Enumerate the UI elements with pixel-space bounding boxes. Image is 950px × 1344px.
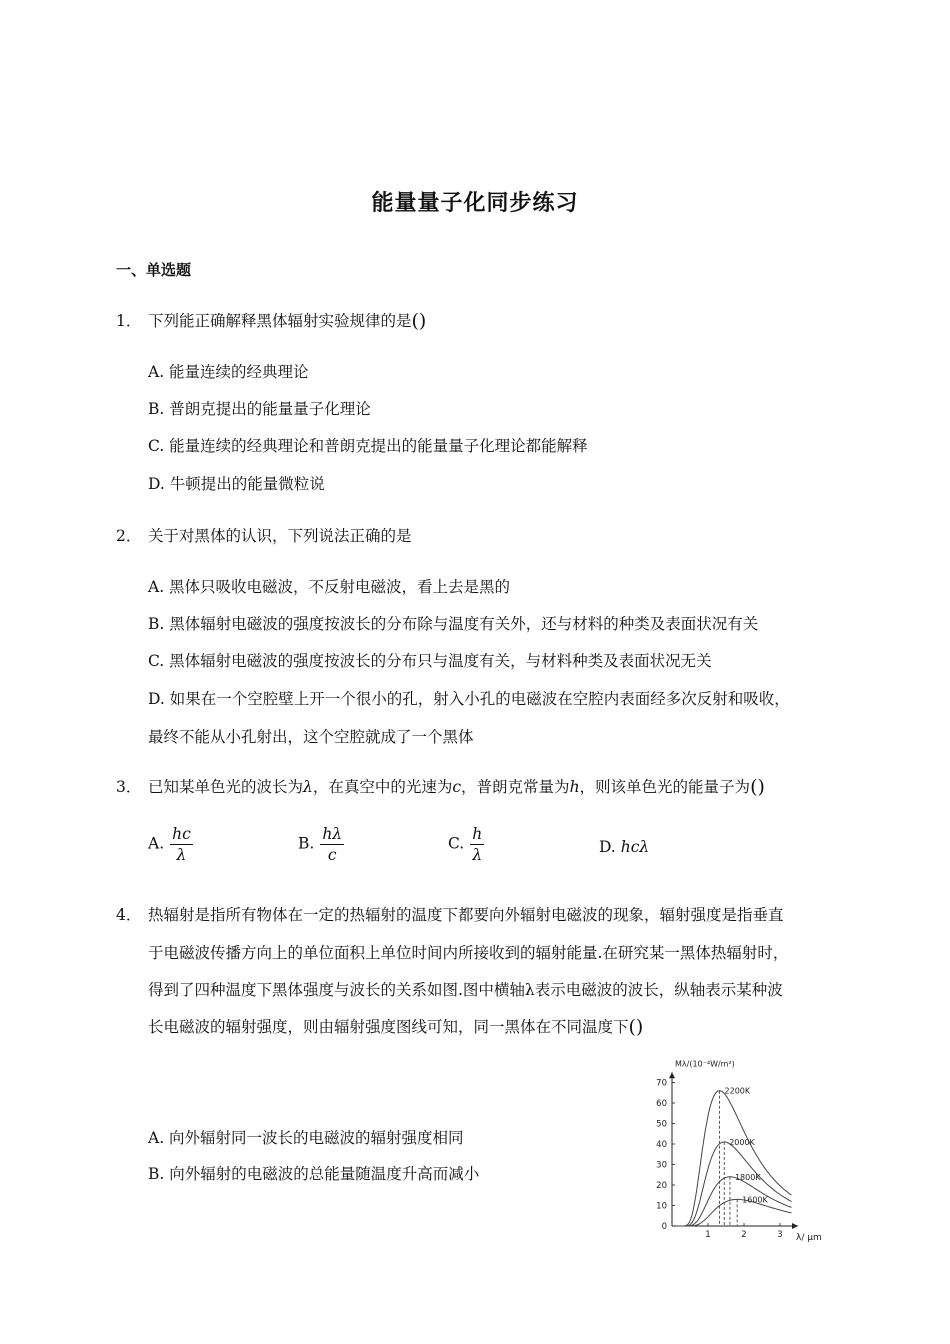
chart-labels <box>656 1059 822 1243</box>
x-tick-label: 2 <box>741 1230 747 1240</box>
y-tick-label: 40 <box>656 1140 667 1150</box>
option-b[interactable]: B. 普朗克提出的能量量子化理论 <box>148 400 371 418</box>
option-b[interactable]: B. $\frac{h\lambda}{c}$ <box>298 825 343 864</box>
x-tick-label: 3 <box>777 1230 783 1240</box>
series-line <box>676 1091 791 1226</box>
question-number: 4． <box>116 906 142 924</box>
question-stem-line-3: 得到了四种温度下黑体强度与波长的关系如图.图中横轴λ表示电磁波的波长，纵轴表示某种波 <box>148 981 783 999</box>
y-axis-arrow <box>669 1072 675 1078</box>
y-tick-label: 30 <box>656 1160 667 1171</box>
x-axis-label: λ/ μm <box>796 1233 822 1243</box>
x-axis-arrow <box>792 1223 798 1229</box>
fraction: $\frac{hc}{\lambda}$ <box>172 825 191 864</box>
series-line <box>676 1142 791 1226</box>
option-d[interactable]: D. hcλ <box>599 838 650 856</box>
option-b[interactable]: B. 向外辐射的电磁波的总能量随温度升高而减小 <box>148 1165 480 1183</box>
option-c[interactable]: C. 黑体辐射电磁波的强度按波长的分布只与温度有关，与材料种类及表面状况无关 <box>148 652 712 670</box>
question-stem: 关于对黑体的认识，下列说法正确的是 <box>148 527 412 545</box>
series-label: 2200K <box>724 1086 751 1096</box>
y-tick-label: 0 <box>661 1222 667 1232</box>
option-d[interactable]: D. 牛顿提出的能量微粒说 <box>148 475 325 493</box>
x-tick-label: 1 <box>705 1230 711 1240</box>
question-stem: 已知某单色光的波长为λ，在真空中的光速为c，普朗克常量为h，则该单色光的能量子为() <box>148 776 765 798</box>
option-c[interactable]: C. 能量连续的经典理论和普朗克提出的能量量子化理论都能解释 <box>148 437 588 455</box>
fraction: $\frac{h\lambda}{c}$ <box>322 825 343 864</box>
question-number: 1． <box>116 312 142 330</box>
blackbody-radiation-chart <box>650 1058 840 1248</box>
question-number: 3． <box>116 778 142 796</box>
question-stem-line-1: 热辐射是指所有物体在一定的热辐射的温度下都要向外辐射电磁波的现象，辐射强度是指垂直 <box>148 906 784 924</box>
y-tick-label: 10 <box>656 1201 667 1212</box>
option-c[interactable]: C. $\frac{h}{\lambda}$ <box>448 825 483 864</box>
question-stem-line-2: 于电磁波传播方向上的单位面积上单位时间内所接收到的辐射能量.在研究某一黑体热辐射时， <box>148 944 789 962</box>
series-line <box>676 1177 791 1226</box>
option-a[interactable]: A. 向外辐射同一波长的电磁波的辐射强度相同 <box>148 1129 464 1147</box>
question-stem: 下列能正确解释黑体辐射实验规律的是() <box>148 310 427 332</box>
option-d-continued: 最终不能从小孔射出，这个空腔就成了一个黑体 <box>148 728 474 746</box>
y-axis-label: Mλ/(10⁻⁴W/m²) <box>675 1059 735 1069</box>
series-label: 1800K <box>734 1172 761 1182</box>
y-tick-label: 50 <box>656 1119 667 1130</box>
option-a[interactable]: A. $\frac{hc}{\lambda}$ <box>148 825 191 864</box>
chart-axes <box>669 1072 798 1229</box>
chart-curves <box>676 1091 791 1226</box>
series-label: 1600K <box>742 1195 768 1205</box>
y-tick-label: 70 <box>656 1078 667 1089</box>
series-label: 2000K <box>729 1137 755 1147</box>
page-title: 能量量子化同步练习 <box>371 191 579 216</box>
option-a[interactable]: A. 黑体只吸收电磁波，不反射电磁波，看上去是黑的 <box>148 578 511 596</box>
fraction: $\frac{h}{\lambda}$ <box>472 825 483 864</box>
question-number: 2． <box>116 527 142 545</box>
y-tick-label: 60 <box>656 1099 667 1109</box>
y-tick-label: 20 <box>656 1181 667 1191</box>
option-d[interactable]: D. 如果在一个空腔壁上开一个很小的孔，射入小孔的电磁波在空腔内表面经多次反射和吸收， <box>148 690 790 708</box>
question-stem-line-4: 长电磁波的辐射强度，则由辐射强度图线可知，同一黑体在不同温度下() <box>148 1016 644 1038</box>
section-heading: 一、单选题 <box>116 261 192 279</box>
option-a[interactable]: A. 能量连续的经典理论 <box>148 363 309 381</box>
series-line <box>676 1199 791 1226</box>
option-b[interactable]: B. 黑体辐射电磁波的强度按波长的分布除与温度有关外，还与材料的种类及表面状况有关 <box>148 615 759 633</box>
